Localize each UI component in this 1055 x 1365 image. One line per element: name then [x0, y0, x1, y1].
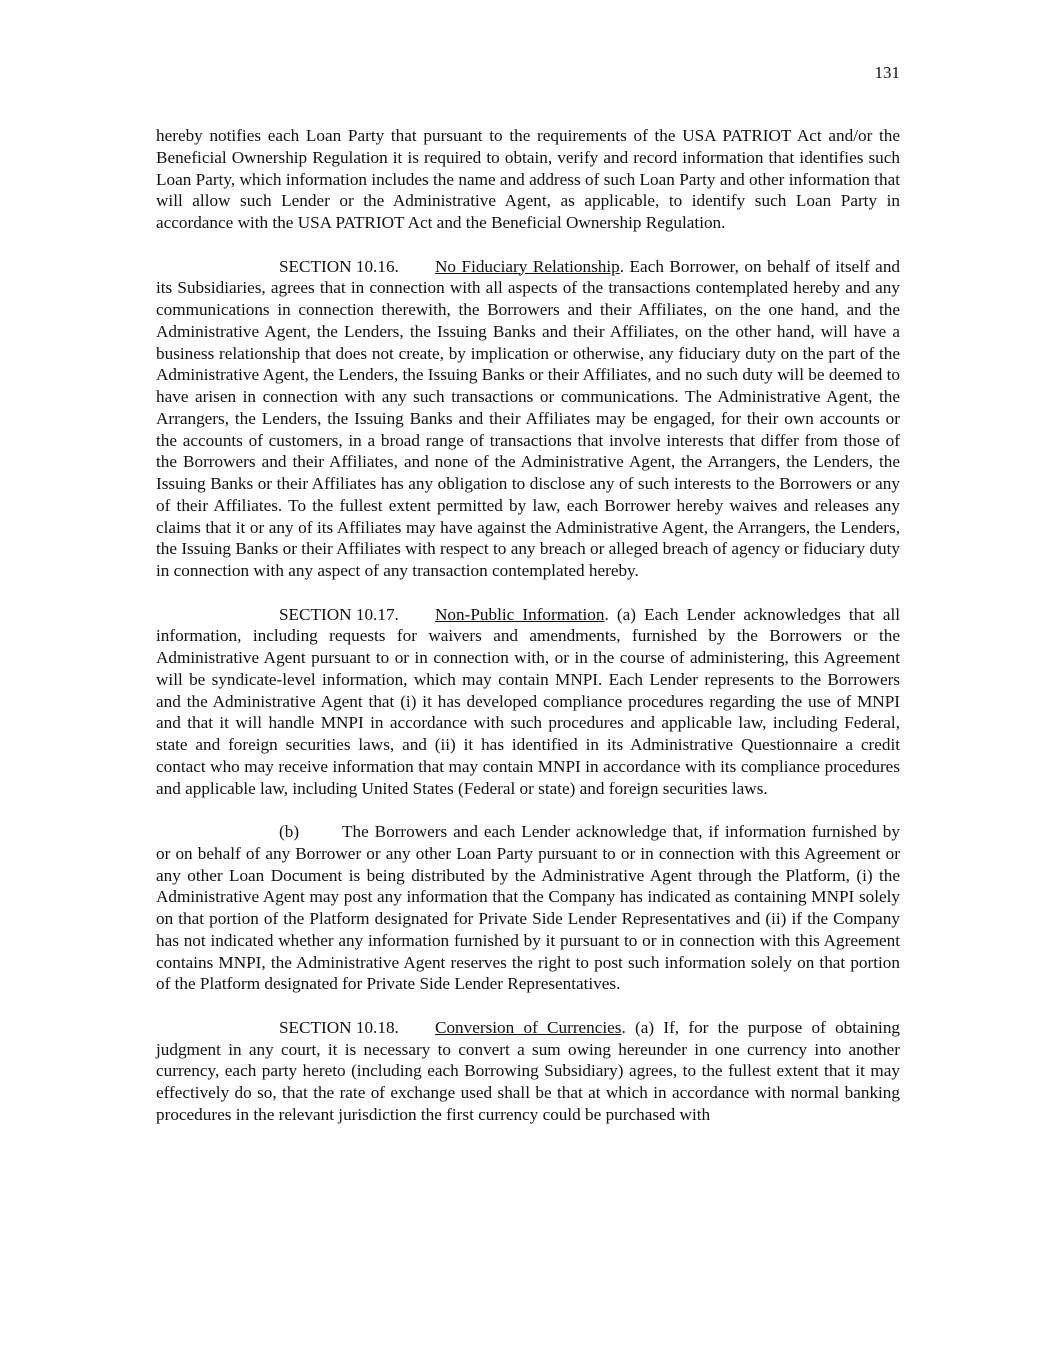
section-10-18-text: . (a) If, for the purpose of obtaining judgment in any court, it is necessary to convert a sum owing hereunder in one currency into another currency, each party hereto (including each Borrowing Subsidiary) agrees, to the fullest extent that it may effectively do so, that the rate of exchange used shall be that at which in accordance with normal banking procedures in the relevant jurisdiction the first currency could be purchased with: [156, 1017, 901, 1124]
section-10-16-text: . Each Borrower, on behalf of itself and its Subsidiaries, agrees that in connection with all aspects of the transactions contemplated hereby and any communications in connection therewith, the Borrowers and their Affiliates, on the one hand, and the Administrative Agent, the Lenders, the Issuing Banks and their Affiliates, on the other hand, will have a business relationship that does not create, by implication or otherwise, any fiduciary duty on the part of the Administrative Agent, the Lenders, the Issuing Banks or their Affiliates, and no such duty will be deemed to have arisen in connection with any such transactions or communications. The Administrative Agent, the Arrangers, the Lenders, the Issuing Banks and their Affiliates may be engaged, for their own accounts or the accounts of customers, in a broad range of transactions that involve interests that differ from those of the Borrowers and their Affiliates, and none of the Administrative Agent, the Arrangers, the Lenders, the Issuing Banks or their Affiliates has any obligation to disclose any of such interests to the Borrowers or any of their Affiliates. To the fullest extent permitted by law, each Borrower hereby waives and releases any claims that it or any of its Affiliates may have against the Administrative Agent, the Arrangers, the Lenders, the Issuing Banks or their Affiliates with respect to any breach or alleged breach of agency or fiduciary duty in connection with any aspect of any transaction contemplated hereby.: [156, 256, 901, 580]
clause-b-text: The Borrowers and each Lender acknowledge that, if information furnished by or on behalf of any Borrower or any other Loan Party pursuant to or in connection with this Agreement or any other Loan Document is being distributed by the Administrative Agent through the Platform, (i) the Administrative Agent may post any information that the Company has indicated as containing MNPI solely on that portion of the Platform designated for Private Side Lender Representatives and (ii) if the Company has not indicated whether any information furnished by it pursuant to or in connection with this Agreement contains MNPI, the Administrative Agent reserves the right to post such information solely on that portion of the Platform designated for Private Side Lender Representatives.: [156, 822, 900, 994]
section-10-17-text: . (a) Each Lender acknowledges that all information, including requests for waivers and amendments, furnished by the Borrowers or the Administrative Agent pursuant to or in connection with, or in the course of administering, this Agreement will be syndicate-level information, which may contain MNPI. Each Lender represents to the Borrowers and the Administrative Agent that (i) it has developed compliance procedures regarding the use of MNPI and that it will handle MNPI in accordance with such procedures and applicable law, including Federal, state and foreign securities laws, and (ii) it has identified in its Administrative Questionnaire a credit contact who may receive information that may contain MNPI in accordance with its compliance procedures and applicable law, including United States (Federal or state) and foreign securities laws.: [156, 604, 901, 798]
section-10-17-number: SECTION 10.17.: [279, 604, 399, 624]
section-10-18: [156, 1017, 900, 1126]
section-10-18-number: SECTION 10.18.: [279, 1017, 399, 1037]
section-10-17-heading: Non-Public Information: [435, 604, 605, 624]
section-10-17-b: [156, 821, 900, 995]
section-10-18-heading: Conversion of Currencies: [435, 1017, 622, 1037]
clause-b-letter: (b): [279, 822, 300, 841]
section-10-16-heading: No Fiduciary Relationship: [435, 256, 620, 276]
page-number: 131: [874, 63, 900, 82]
section-10-17: [156, 604, 900, 800]
intro-text: hereby notifies each Loan Party that pursuant to the requirements of the USA PATRIOT Act and/or the Beneficial Ownership Regulation it is required to obtain, verify and record information that identifies such Loan Party, which information includes the name and address of such Loan Party and other information that will allow such Lender or the Administrative Agent, as applicable, to identify such Loan Party in accordance with the USA PATRIOT Act and the Beneficial Ownership Regulation.: [156, 126, 900, 232]
document-body: [156, 125, 900, 1147]
section-10-16-number: SECTION 10.16.: [279, 256, 399, 276]
intro-paragraph: [156, 125, 900, 234]
section-10-16: [156, 256, 900, 582]
